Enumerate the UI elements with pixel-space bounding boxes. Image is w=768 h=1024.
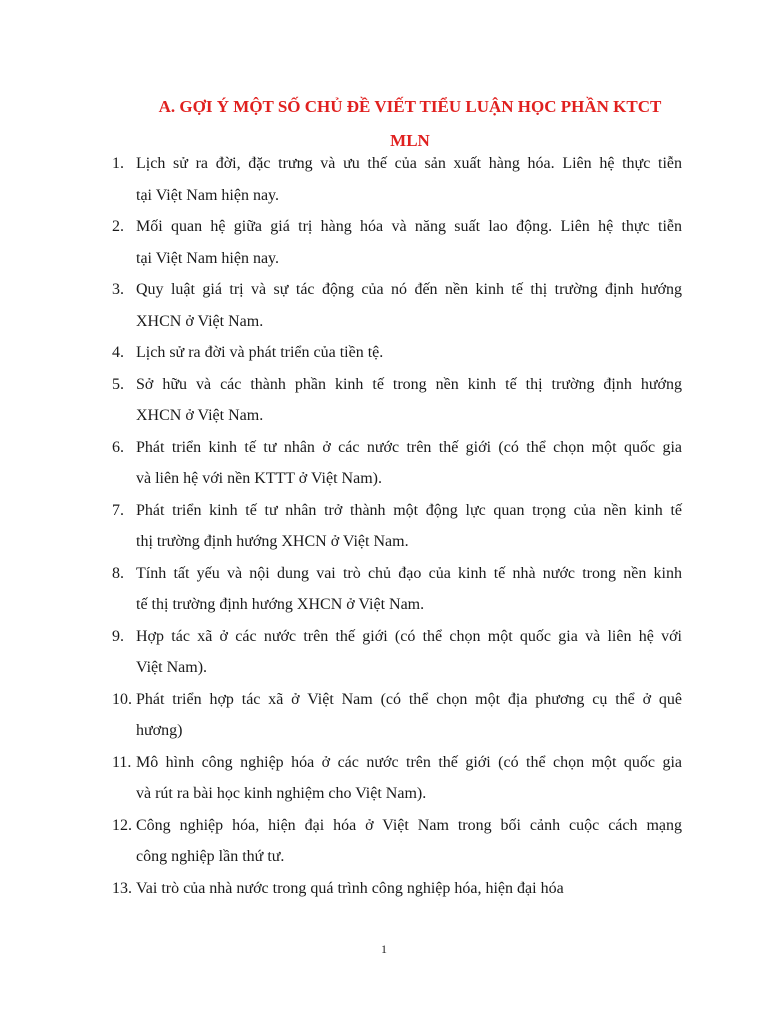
topic-number: 3.: [112, 281, 124, 298]
topic-text-line: Phát triển kinh tế tư nhân ở các nước trên thế giới (có thể chọn một quốc gia: [136, 438, 682, 456]
topic-item: [112, 747, 682, 810]
topic-text-line: Quy luật giá trị và sự tác động của nó đến nền kinh tế thị trường định hướng: [136, 281, 682, 298]
topic-text-line: và liên hệ với nền KTTT ở Việt Nam).: [136, 470, 382, 487]
topic-number: 12.: [112, 816, 132, 834]
topic-text-line: Phát triển kinh tế tư nhân trở thành một động lực quan trọng của nền kinh tế: [136, 501, 682, 519]
topic-text-line: Lịch sử ra đời, đặc trưng và ưu thế của sản xuất hàng hóa. Liên hệ thực tiễn: [136, 155, 682, 172]
topic-item: [112, 369, 682, 432]
topic-text-line: tại Việt Nam hiện nay.: [136, 249, 279, 267]
topic-item: [112, 432, 682, 495]
topic-number: 2.: [112, 218, 124, 235]
topic-text-line: công nghiệp lần thứ tư.: [136, 848, 285, 865]
topic-text-line: XHCN ở Việt Nam.: [136, 312, 264, 330]
topic-item: [112, 337, 682, 369]
topic-text-line: Hợp tác xã ở các nước trên thế giới (có thể chọn một quốc gia và liên hệ với: [136, 627, 682, 645]
heading-line-2: MLN: [390, 131, 430, 150]
topic-text-line: Vai trò của nhà nước trong quá trình công nghiệp hóa, hiện đại hóa: [136, 879, 564, 897]
topic-text-line: tế thị trường định hướng XHCN ở Việt Nam.: [136, 596, 425, 613]
topic-item: [112, 148, 682, 211]
topic-number: 4.: [112, 344, 124, 361]
topic-text-line: tại Việt Nam hiện nay.: [136, 186, 279, 204]
topic-item: [112, 211, 682, 274]
topic-item: [112, 274, 682, 337]
topic-number: 8.: [112, 564, 124, 582]
topic-number: 6.: [112, 438, 124, 456]
topic-text-line: Tính tất yếu và nội dung vai trò chủ đạo của kinh tế nhà nước trong nền kinh: [136, 564, 682, 582]
topic-list: [112, 148, 682, 904]
topic-item: [112, 558, 682, 621]
topic-text-line: hương): [136, 722, 183, 739]
topic-number: 7.: [112, 501, 124, 519]
topic-number: 5.: [112, 375, 124, 393]
topic-text-line: thị trường định hướng XHCN ở Việt Nam.: [136, 533, 409, 550]
topic-text-line: Mối quan hệ giữa giá trị hàng hóa và năng suất lao động. Liên hệ thực tiễn: [136, 218, 682, 235]
topic-text-line: XHCN ở Việt Nam.: [136, 407, 264, 424]
page-number: 1: [381, 942, 387, 956]
topic-number: 9.: [112, 627, 124, 645]
topic-item: [112, 495, 682, 558]
topic-item: [112, 873, 682, 905]
topic-item: [112, 810, 682, 873]
topic-text-line: Việt Nam).: [136, 659, 208, 676]
topic-text-line: Lịch sử ra đời và phát triển của tiền tệ.: [136, 344, 384, 361]
topic-item: [112, 684, 682, 747]
topic-number: 13.: [112, 879, 132, 897]
topic-text-line: Phát triển hợp tác xã ở Việt Nam (có thể chọn một địa phương cụ thể ở quê: [136, 690, 682, 708]
topic-text-line: Mô hình công nghiệp hóa ở các nước trên thế giới (có thể chọn một quốc gia: [136, 753, 682, 771]
topic-item: [112, 621, 682, 684]
topic-text-line: Sở hữu và các thành phần kinh tế trong nền kinh tế thị trường định hướng: [136, 375, 682, 393]
topic-number: 1.: [112, 155, 124, 172]
topic-number: 10.: [112, 690, 132, 708]
topic-text-line: Công nghiệp hóa, hiện đại hóa ở Việt Nam trong bối cảnh cuộc cách mạng: [136, 816, 682, 834]
topic-number: 11.: [112, 753, 132, 771]
heading-line-1: A. GỢI Ý MỘT SỐ CHỦ ĐỀ VIẾT TIỂU LUẬN HỌC PHẦN KTCT: [158, 97, 662, 116]
topic-text-line: và rút ra bài học kinh nghiệm cho Việt Nam).: [136, 785, 427, 802]
